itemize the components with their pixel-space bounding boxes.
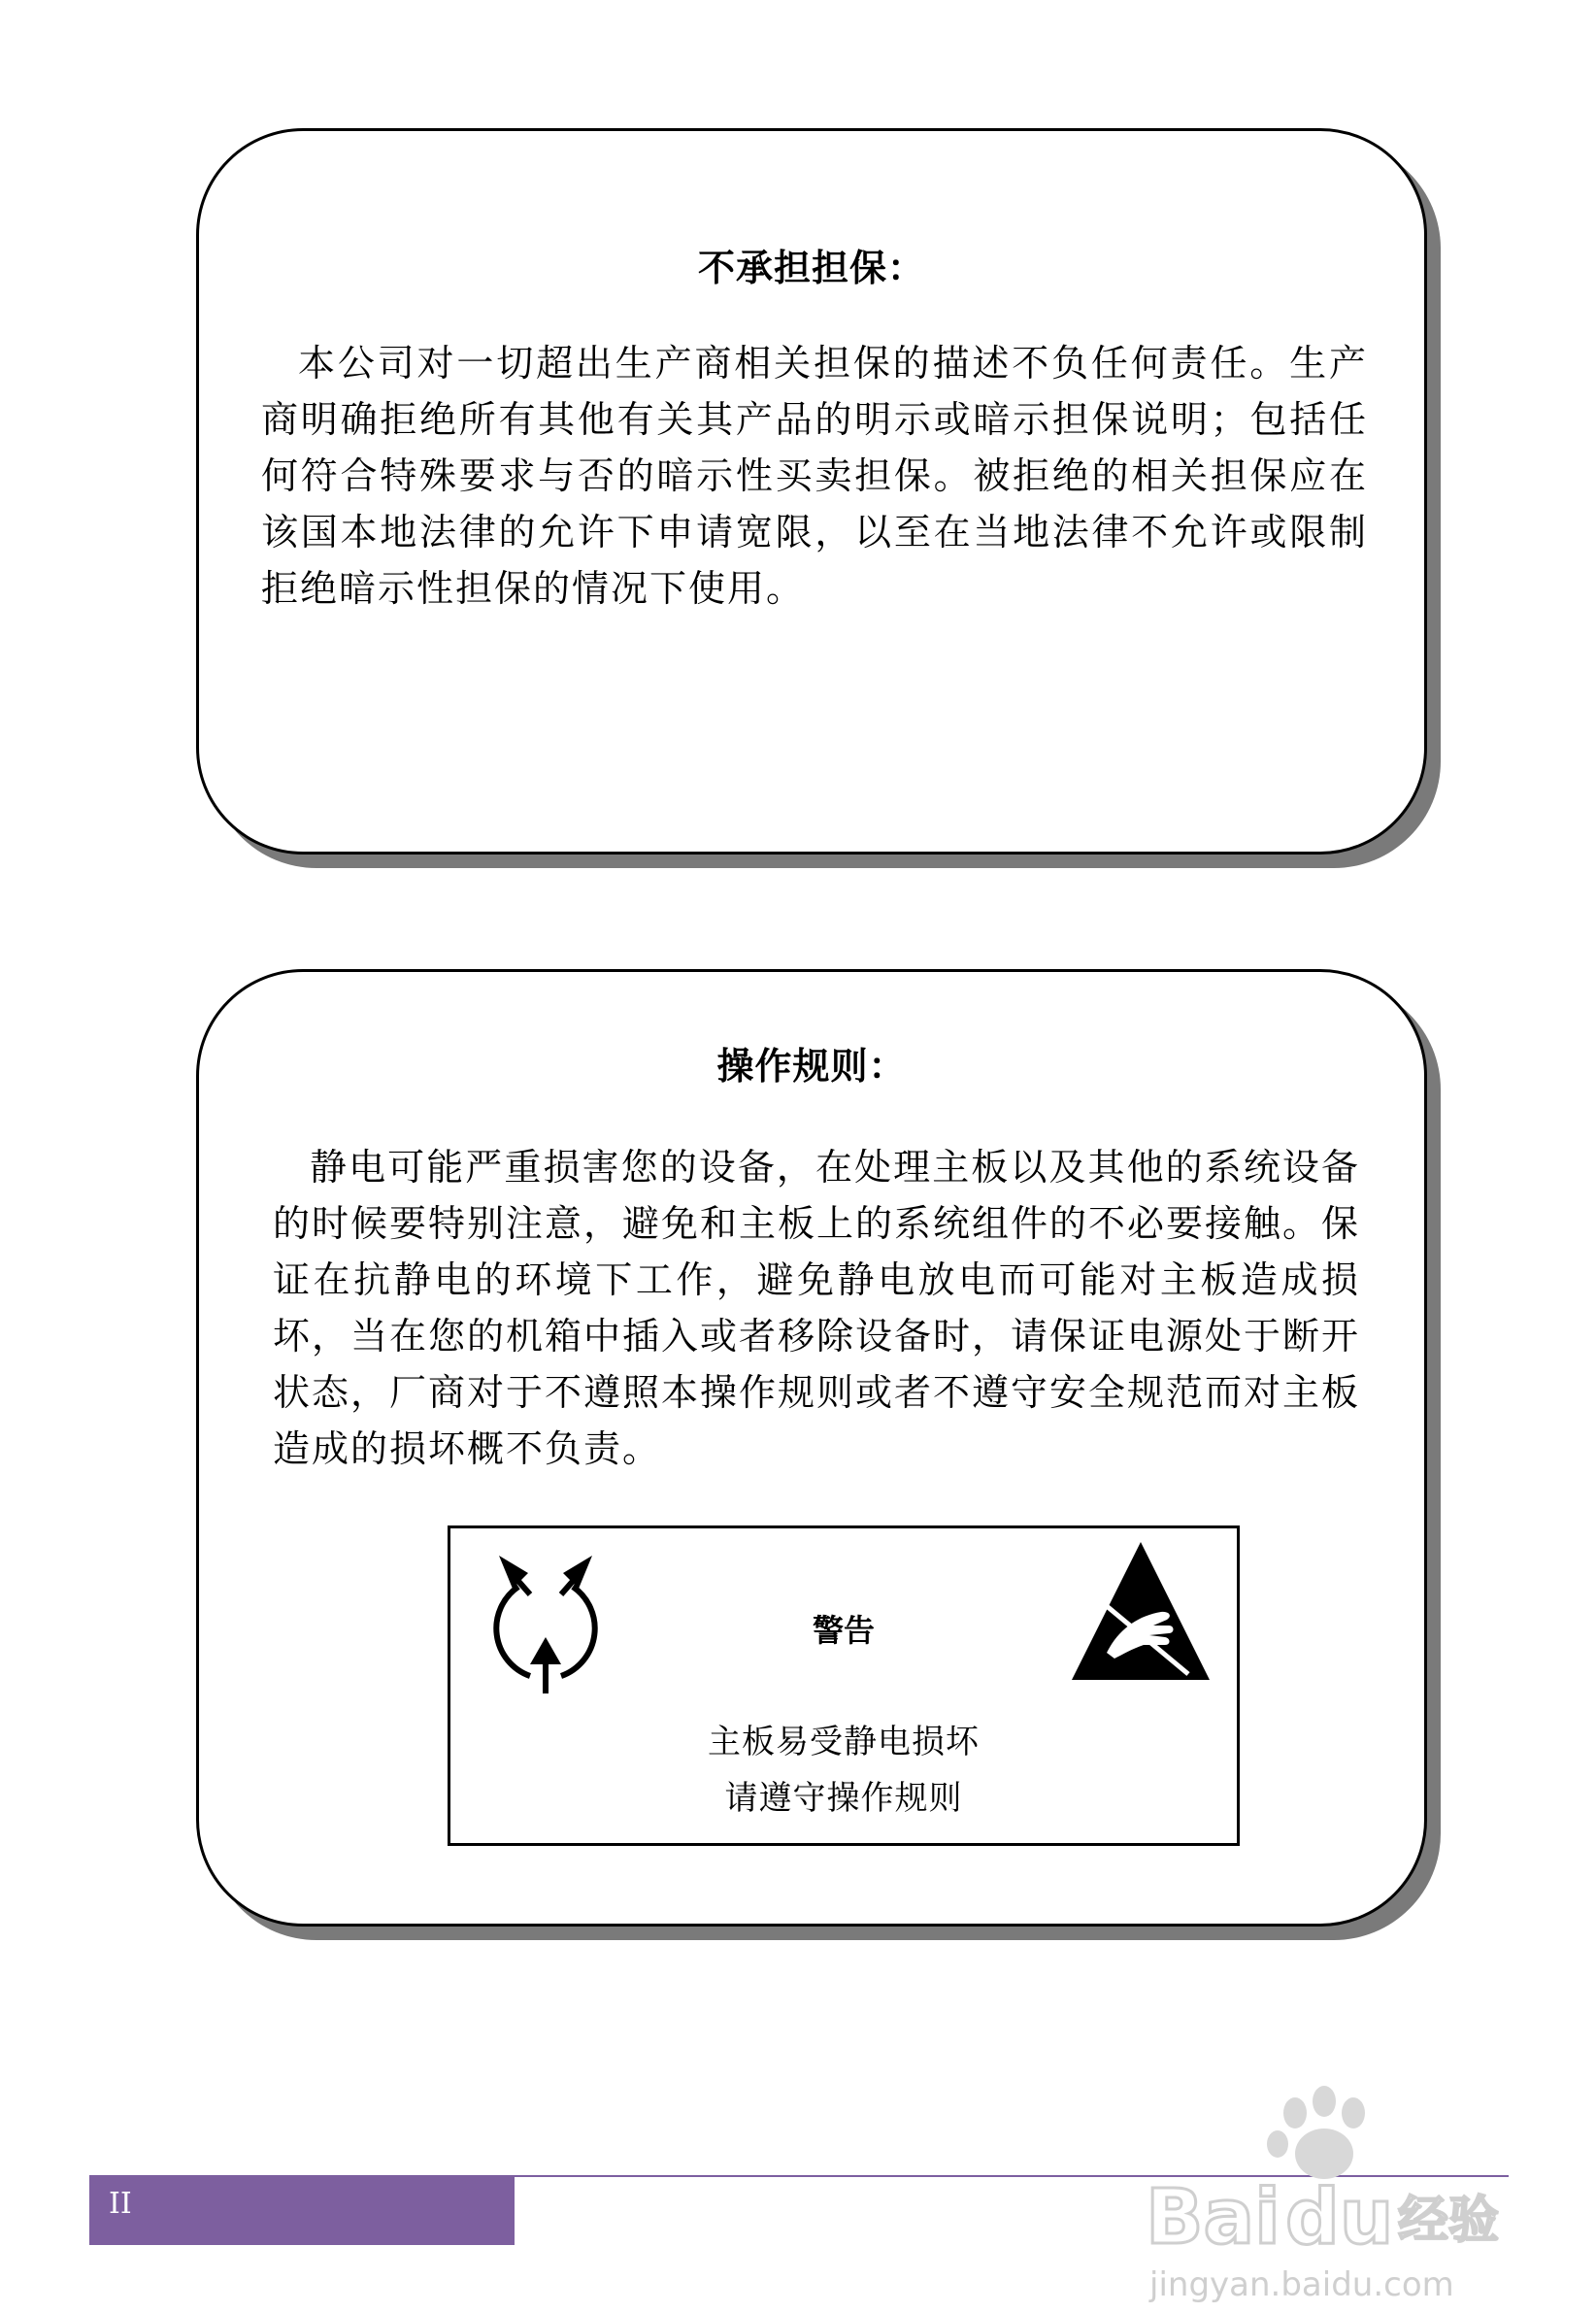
svg-text:Bai: Bai (1146, 2174, 1280, 2262)
disclaimer-body: 本公司对一切超出生产商相关担保的描述不负任何责任。生产商明确拒绝所有其他有关其产品的明示或暗示担保说明；包括任何符合特殊要求与否的暗示性买卖担保。被拒绝的相关担保应在该国本地法律的允许下申请宽限，以至在当地法律不允许或限制拒绝暗示性担保的情况下使用。 (261, 342, 1368, 610)
operation-rules-title: 操作规则： (716, 1045, 907, 1088)
esd-hand-triangle-icon (1068, 1538, 1214, 1684)
warning-line-1: 主板易受静电损坏 (708, 1723, 980, 1761)
operation-rules-panel (196, 969, 1427, 1927)
disclaimer-title: 不承担担保： (697, 247, 925, 289)
esd-warning-box (448, 1525, 1240, 1846)
operation-rules-body: 静电可能严重损害您的设备，在处理主板以及其他的系统设备的时候要特别注意，避免和主板上的系统组件的不必要接触。保证在抗静电的环境下工作，避免静电放电而可能对主板造成损坏，当在您的机箱中插入或者移除设备时，请保证电源处于断开状态，厂商对于不遵照本操作规则或者不遵守安全规范而对主板造成的损坏概不负责。 (273, 1146, 1361, 1470)
svg-text:经验: 经验 (1398, 2192, 1500, 2250)
page-number: II (109, 2187, 132, 2221)
footer-tab (89, 2175, 515, 2245)
warning-title: 警告 (812, 1612, 875, 1649)
baidu-jingyan-watermark-icon (1144, 2078, 1513, 2311)
disclaimer-panel (196, 128, 1427, 855)
warning-line-2: 请遵守操作规则 (724, 1779, 963, 1818)
svg-text:jingyan.baidu.com: jingyan.baidu.com (1149, 2265, 1454, 2304)
svg-text:du: du (1285, 2174, 1394, 2262)
